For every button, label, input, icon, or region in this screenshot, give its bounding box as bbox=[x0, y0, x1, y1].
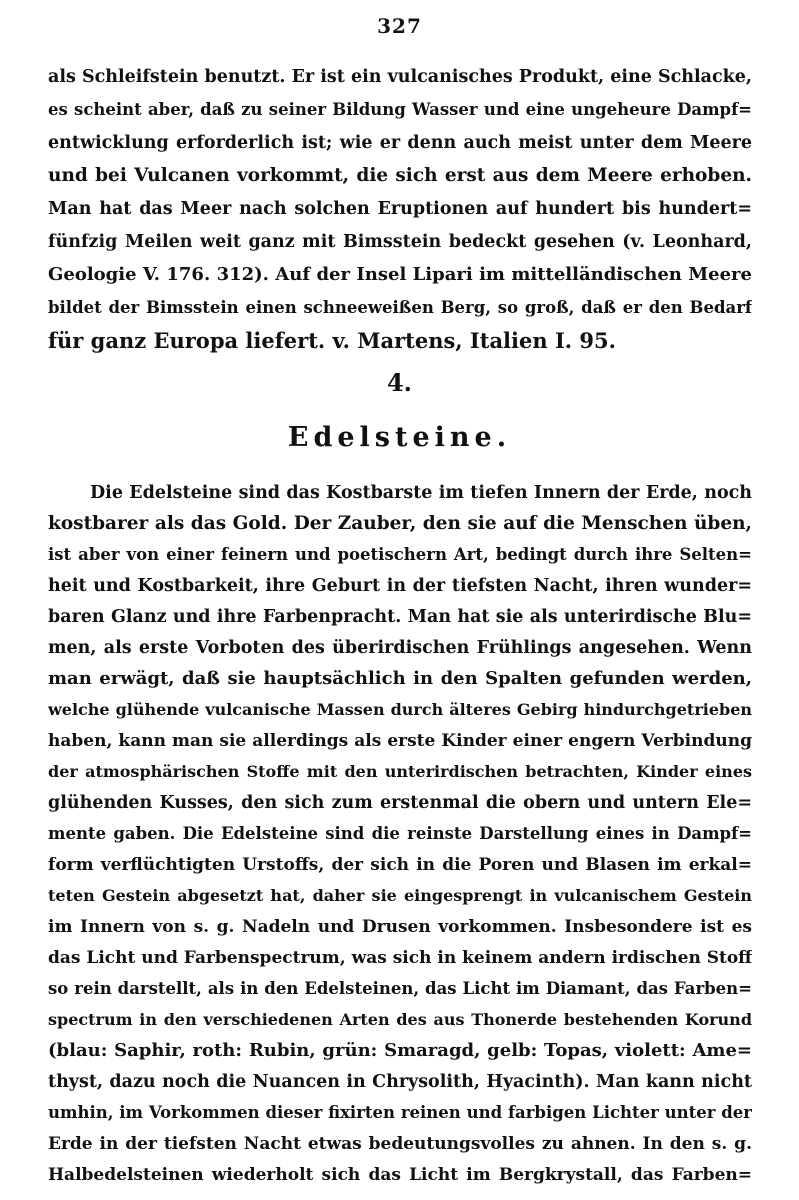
text-line: glühenden Kusses, den sich zum erstenmal die obern und untern Ele= bbox=[48, 793, 752, 813]
text-line: im Innern von s. g. Nadeln und Drusen vorkommen. Insbesondere ist es bbox=[48, 917, 752, 937]
text-line: mente gaben. Die Edelsteine sind die reinste Darstellung eines in Dampf= bbox=[48, 824, 752, 843]
text-line: als Schleifstein benutzt. Er ist ein vulcanisches Produkt, eine Schlacke, bbox=[48, 67, 752, 87]
text-line: fünfzig Meilen weit ganz mit Bimsstein bedeckt gesehen (v. Leonhard, bbox=[48, 232, 752, 252]
text-line: so rein darstellt, als in den Edelsteinen, das Licht im Diamant, das Farben= bbox=[48, 979, 752, 998]
text-line: umhin, im Vorkommen dieser fixirten reinen und farbigen Lichter unter der bbox=[48, 1103, 752, 1122]
text-line: Die Edelsteine sind das Kostbarste im tiefen Innern der Erde, noch bbox=[90, 483, 752, 503]
text-line: welche glühende vulcanische Massen durch älteres Gebirg hindurchgetrieben bbox=[48, 700, 752, 719]
text-line: (blau: Saphir, roth: Rubin, grün: Smaragd, gelb: Topas, violett: Ame= bbox=[48, 1040, 752, 1061]
text-line: es scheint aber, daß zu seiner Bildung Wasser und eine ungeheure Dampf= bbox=[48, 100, 752, 119]
text-line: das Licht und Farbenspectrum, was sich in keinem andern irdischen Stoff bbox=[48, 948, 752, 968]
text-line: teten Gestein abgesetzt hat, daher sie eingesprengt in vulcanischem Gestein bbox=[48, 886, 752, 905]
section-title: Edelsteine. bbox=[287, 422, 512, 453]
text-line: bildet der Bimsstein einen schneeweißen Berg, so groß, daß er den Bedarf bbox=[48, 298, 752, 317]
text-line: men, als erste Vorboten des überirdischen Frühlings angesehen. Wenn bbox=[48, 638, 752, 658]
text-line: ist aber von einer feinern und poetischern Art, bedingt durch ihre Selten= bbox=[48, 545, 752, 564]
text-line: Geologie V. 176. 312). Auf der Insel Lipari im mittelländischen Meere bbox=[48, 264, 752, 285]
page-number: 327 bbox=[377, 14, 422, 38]
text-line: und bei Vulcanen vorkommt, die sich erst aus dem Meere erhoben. bbox=[48, 165, 752, 186]
section-number: 4. bbox=[386, 368, 413, 397]
text-line: baren Glanz und ihre Farbenpracht. Man hat sie als unterirdische Blu= bbox=[48, 607, 752, 627]
text-line: der atmosphärischen Stoffe mit den unterirdischen betrachten, Kinder eines bbox=[48, 762, 752, 781]
text-line: Halbedelsteinen wiederholt sich das Licht im Bergkrystall, das Farben= bbox=[48, 1165, 752, 1185]
text-line: heit und Kostbarkeit, ihre Geburt in der tiefsten Nacht, ihren wunder= bbox=[48, 576, 752, 596]
text-line: Man hat das Meer nach solchen Eruptionen auf hundert bis hundert= bbox=[48, 199, 752, 219]
text-line: man erwägt, daß sie hauptsächlich in den Spalten gefunden werden, bbox=[48, 668, 752, 689]
text-line: thyst, dazu noch die Nuancen in Chrysolith, Hyacinth). Man kann nicht bbox=[48, 1072, 752, 1092]
text-line: für ganz Europa liefert. v. Martens, Italien I. 95. bbox=[48, 328, 616, 353]
text-line: haben, kann man sie allerdings als erste Kinder einer engern Verbindung bbox=[48, 731, 752, 751]
text-line: entwicklung erforderlich ist; wie er denn auch meist unter dem Meere bbox=[48, 133, 752, 153]
text-line: kostbarer als das Gold. Der Zauber, den sie auf die Menschen üben, bbox=[48, 513, 752, 534]
text-line: spectrum in den verschiedenen Arten des aus Thonerde bestehenden Korund bbox=[48, 1010, 752, 1029]
text-line: form verflüchtigten Urstoffs, der sich in die Poren und Blasen im erkal= bbox=[48, 855, 752, 875]
text-line: Erde in der tiefsten Nacht etwas bedeutungsvolles zu ahnen. In den s. g. bbox=[48, 1134, 752, 1154]
